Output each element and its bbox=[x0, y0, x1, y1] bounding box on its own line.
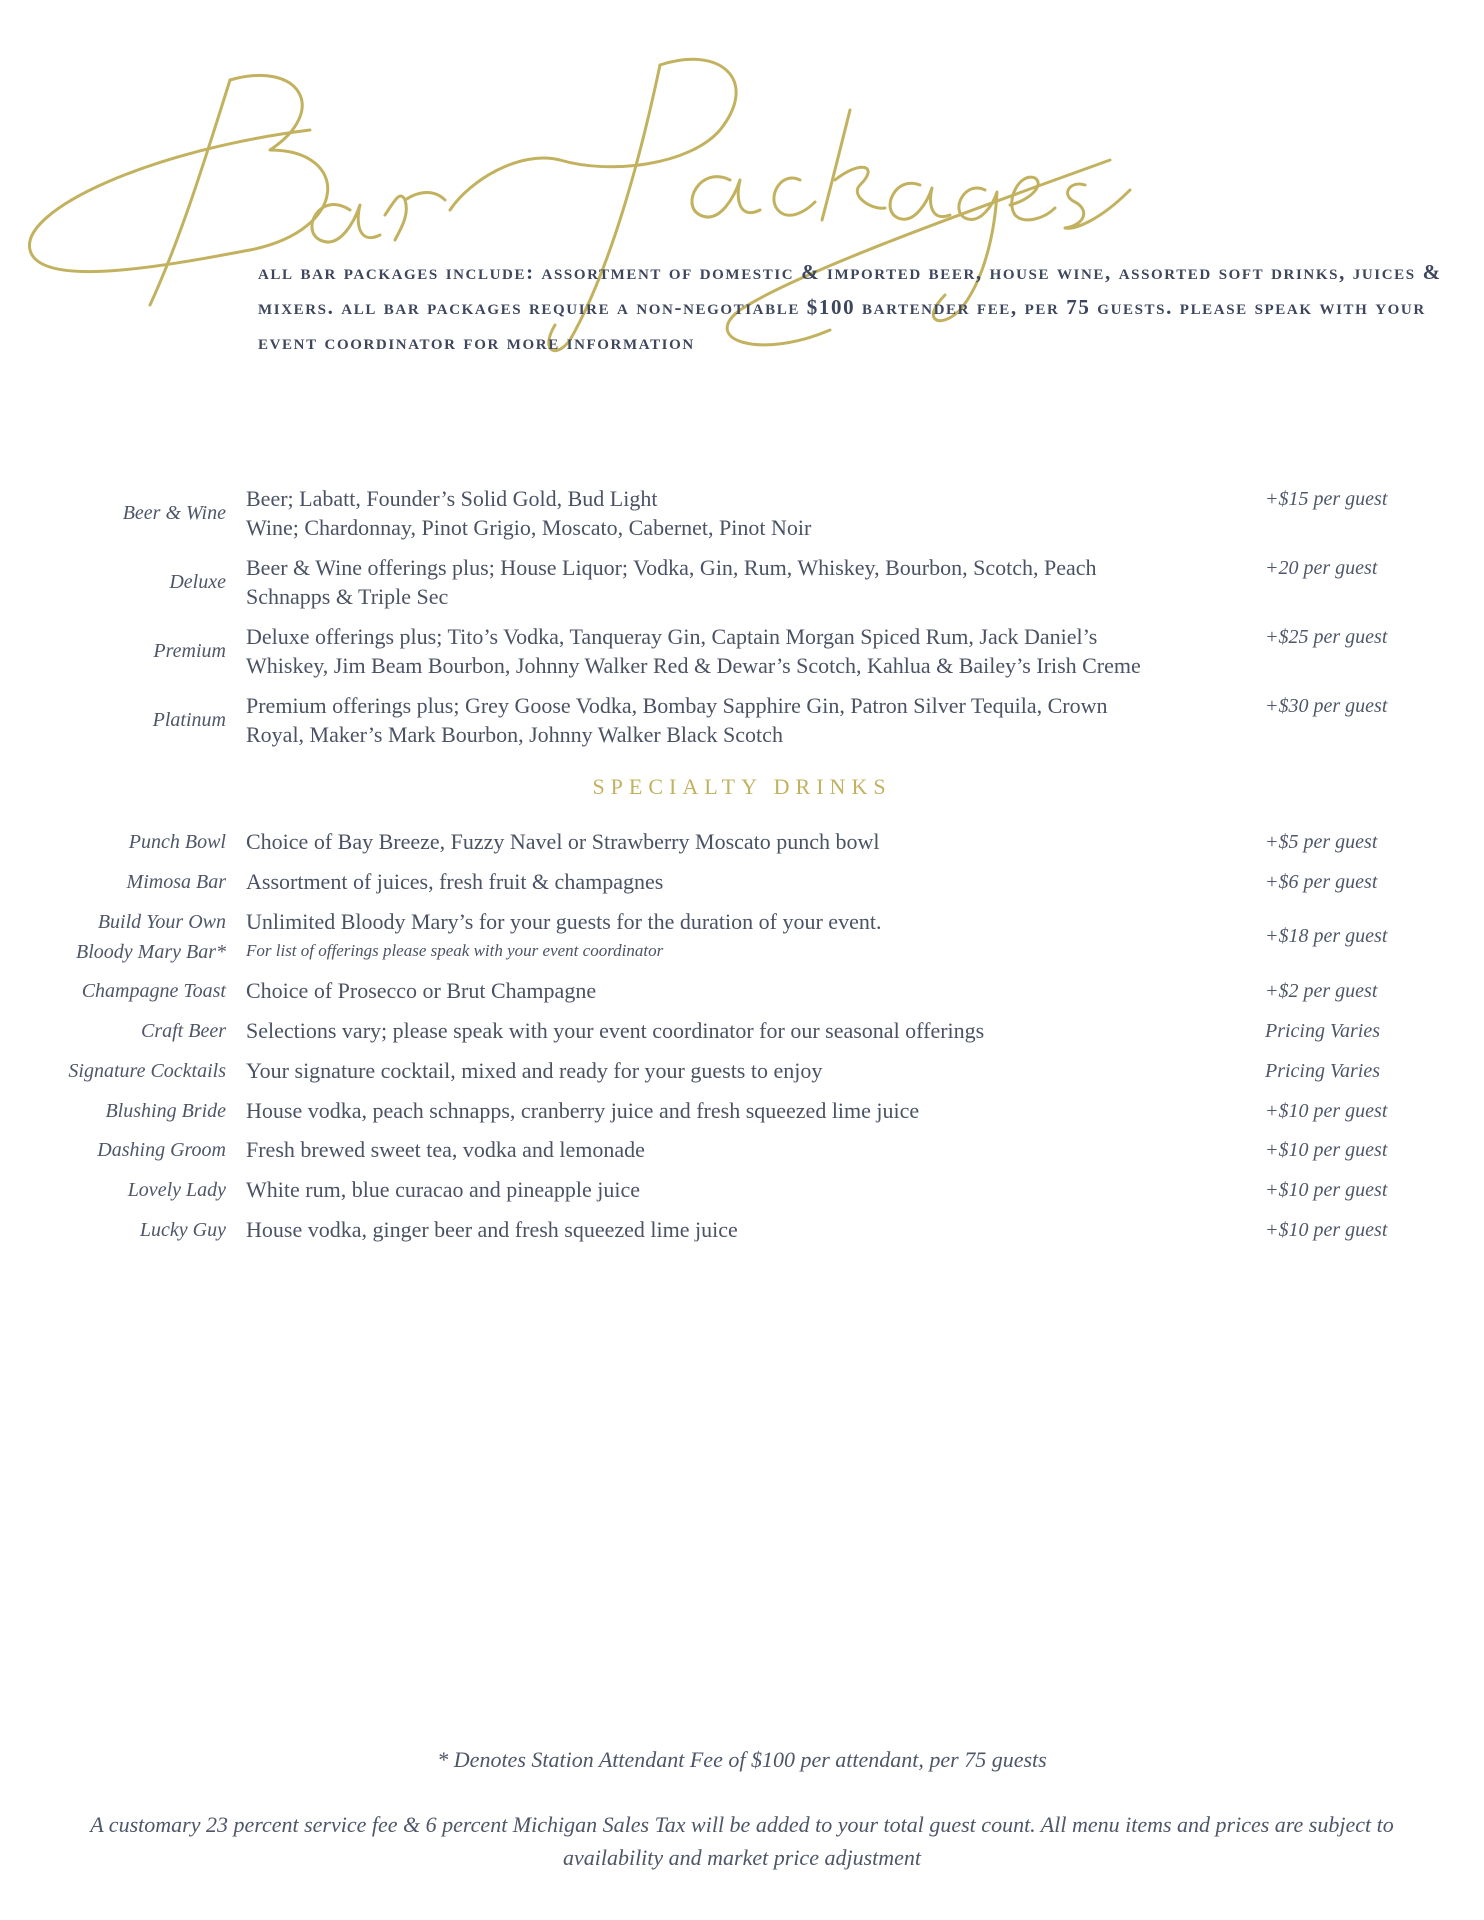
drink-description: White rum, blue curacao and pineapple juice bbox=[246, 1177, 640, 1202]
package-line: Whiskey, Jim Beam Bourbon, Johnny Walker Red & Dewar’s Scotch, Kahlua & Bailey’s Irish Creme bbox=[246, 653, 1141, 678]
package-name: Deluxe bbox=[169, 571, 226, 593]
drink-description-note: For list of offerings please speak with your event coordinator bbox=[246, 941, 664, 960]
drink-name: Signature Cocktails bbox=[68, 1060, 226, 1082]
drink-description bbox=[246, 907, 1246, 966]
drink-price: Pricing Varies bbox=[1265, 1060, 1380, 1082]
drink-name bbox=[76, 907, 226, 967]
drink-description: Your signature cocktail, mixed and ready for your guests to enjoy bbox=[246, 1058, 823, 1083]
package-price: +20 per guest bbox=[1265, 557, 1378, 579]
drink-description: Fresh brewed sweet tea, vodka and lemonade bbox=[246, 1137, 645, 1162]
drink-name: Champagne Toast bbox=[81, 980, 226, 1002]
drink-price: +$18 per guest bbox=[1265, 925, 1388, 947]
drink-name: Mimosa Bar bbox=[126, 871, 226, 893]
specialty-drinks-heading: SPECIALTY DRINKS bbox=[592, 774, 892, 799]
drink-description-main: Unlimited Bloody Mary’s for your guests for the duration of your event. bbox=[246, 909, 882, 934]
package-price: +$25 per guest bbox=[1265, 626, 1388, 648]
intro-text: all bar packages include: assortment of domestic & imported beer, house wine, assorted soft drinks, juices & mixers. all bar packages require a non-negotiable $100 bartender fee, per 75 guests. please speak with your event coordinator for more information bbox=[258, 260, 1442, 354]
package-line: Royal, Maker’s Mark Bourbon, Johnny Walker Black Scotch bbox=[246, 722, 783, 747]
drink-description: Assortment of juices, fresh fruit & champagnes bbox=[246, 869, 664, 894]
package-description bbox=[246, 553, 1246, 611]
drink-name: Blushing Bride bbox=[105, 1100, 226, 1122]
drink-name-line: Bloody Mary Bar* bbox=[76, 941, 226, 963]
package-description bbox=[246, 691, 1246, 749]
drink-name-line: Build Your Own bbox=[97, 911, 226, 933]
drink-description: House vodka, peach schnapps, cranberry juice and fresh squeezed lime juice bbox=[246, 1098, 920, 1123]
package-line: Premium offerings plus; Grey Goose Vodka, Bombay Sapphire Gin, Patron Silver Tequila, Crown bbox=[246, 693, 1108, 718]
package-description bbox=[246, 622, 1246, 680]
package-price: +$15 per guest bbox=[1265, 488, 1388, 510]
drink-description: Choice of Prosecco or Brut Champagne bbox=[246, 978, 597, 1003]
drink-price: +$10 per guest bbox=[1265, 1100, 1388, 1122]
package-line: Beer; Labatt, Founder’s Solid Gold, Bud Light bbox=[246, 486, 658, 511]
package-name: Beer & Wine bbox=[122, 502, 226, 524]
drink-price: Pricing Varies bbox=[1265, 1020, 1380, 1042]
drink-description: House vodka, ginger beer and fresh squeezed lime juice bbox=[246, 1217, 738, 1242]
drink-price: +$10 per guest bbox=[1265, 1219, 1388, 1241]
package-line: Wine; Chardonnay, Pinot Grigio, Moscato, Cabernet, Pinot Noir bbox=[246, 515, 812, 540]
drink-name: Lovely Lady bbox=[127, 1179, 226, 1201]
attendant-fee-footnote: * Denotes Station Attendant Fee of $100 per attendant, per 75 guests bbox=[437, 1747, 1047, 1772]
package-description bbox=[246, 484, 1246, 542]
package-line: Beer & Wine offerings plus; House Liquor; Vodka, Gin, Rum, Whiskey, Bourbon, Scotch, Peach bbox=[246, 555, 1097, 580]
drink-name: Craft Beer bbox=[141, 1020, 226, 1042]
drink-price: +$6 per guest bbox=[1265, 871, 1378, 893]
package-line: Deluxe offerings plus; Tito’s Vodka, Tanqueray Gin, Captain Morgan Spiced Rum, Jack Daniel’s bbox=[246, 624, 1098, 649]
drink-price: +$2 per guest bbox=[1265, 980, 1378, 1002]
package-line: Schnapps & Triple Sec bbox=[246, 584, 449, 609]
drink-description: Choice of Bay Breeze, Fuzzy Navel or Strawberry Moscato punch bowl bbox=[246, 829, 880, 854]
drink-name: Punch Bowl bbox=[128, 831, 226, 853]
package-price: +$30 per guest bbox=[1265, 695, 1388, 717]
package-name: Premium bbox=[153, 640, 226, 662]
drink-description: Selections vary; please speak with your event coordinator for our seasonal offerings bbox=[246, 1018, 985, 1043]
service-fee-disclaimer: A customary 23 percent service fee & 6 percent Michigan Sales Tax will be added to your total guest count. All menu items and prices are subject to availability and market price adjustment bbox=[90, 1812, 1394, 1870]
drink-price: +$10 per guest bbox=[1265, 1139, 1388, 1161]
drink-name: Lucky Guy bbox=[139, 1219, 226, 1241]
drink-price: +$5 per guest bbox=[1265, 831, 1378, 853]
drink-name: Dashing Groom bbox=[97, 1139, 226, 1161]
package-name: Platinum bbox=[152, 709, 226, 731]
drink-price: +$10 per guest bbox=[1265, 1179, 1388, 1201]
